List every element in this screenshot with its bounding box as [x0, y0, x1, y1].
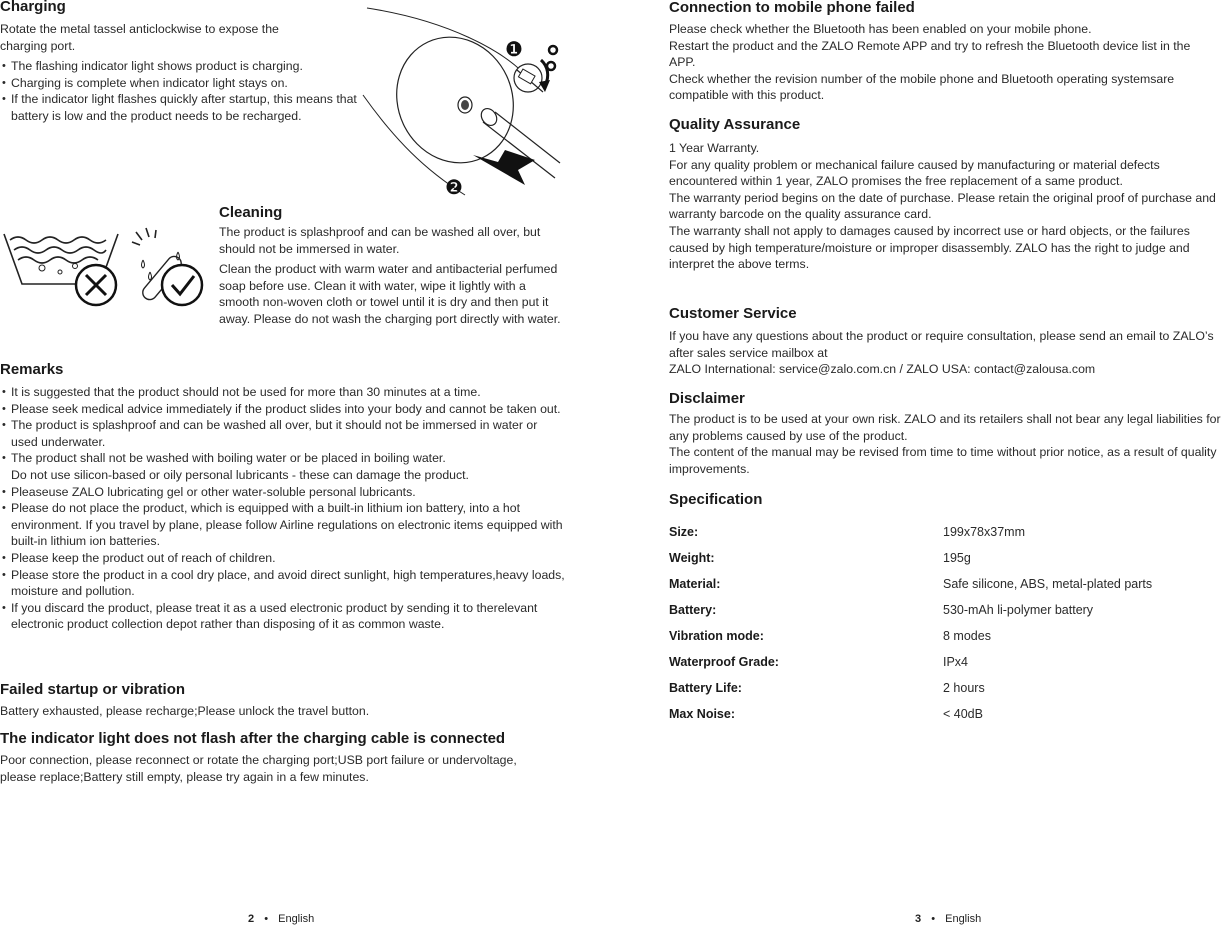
list-item: • It is suggested that the product should not be used for more than 30 minutes at a time. — [0, 384, 565, 401]
failed-startup-text: Battery exhausted, please recharge;Please unlock the travel button. — [0, 704, 370, 718]
list-item: • The product is splashproof and can be washed all over, but it should not be immersed in water or used underwater. — [0, 417, 565, 450]
customer-service-text — [669, 328, 1225, 378]
list-item: • The flashing indicator light shows product is charging. — [0, 58, 360, 75]
list-item: • Pleaseuse ZALO lubricating gel or other water-soluble personal lubricants. — [0, 484, 565, 501]
page-number: 2 — [248, 913, 255, 925]
charging-heading: Charging — [0, 0, 66, 15]
connection-line: Restart the product and the ZALO Remote APP and try to refresh the Bluetooth device list in the APP. — [669, 38, 1191, 70]
specification-heading: Specification — [669, 491, 763, 508]
spec-label: Max Noise: — [669, 707, 735, 721]
customer-contacts: ZALO International: service@zalo.com.cn / ZALO USA: contact@zalousa.com — [669, 362, 1096, 377]
spec-value: 2 hours — [943, 681, 985, 695]
spec-label: Battery Life: — [669, 681, 742, 695]
disclaimer-line: The product is to be used at your own risk. ZALO and its retailers shall not bear any legal liabilities for any problems caused by use of the product. — [669, 412, 1221, 443]
spec-label: Weight: — [669, 551, 715, 565]
list-note: Do not use silicon-based or oily personal lubricants - these can damage the product. — [11, 467, 469, 482]
indicator-heading: The indicator light does not flash after the charging cable is connected — [0, 730, 506, 747]
quality-line: The warranty period begins on the date of purchase. Please retain the original proof of purchase and warranty barcode on the quality assurance card. — [669, 190, 1216, 222]
footer-language: English — [278, 913, 315, 925]
connection-line: Check whether the revision number of the mobile phone and Bluetooth operating systemsare compatible with this product. — [669, 71, 1175, 103]
spec-value: Safe silicone, ABS, metal-plated parts — [943, 577, 1153, 591]
footer-separator: • — [264, 913, 269, 925]
list-item: • If the indicator light flashes quickly after startup, this means that battery is low and the product needs to be recharged. — [0, 91, 360, 124]
spec-label: Size: — [669, 525, 699, 539]
quality-line: For any quality problem or mechanical failure caused by manufacturing or material defects encountered within 1 year, ZALO promises the free replacement of a same product. — [669, 157, 1160, 189]
remarks-bullets — [0, 384, 565, 633]
quality-text — [669, 140, 1224, 273]
spec-value: 8 modes — [943, 629, 991, 643]
cleaning-illustration — [0, 222, 210, 312]
spec-value: 195g — [943, 551, 971, 565]
no-immersion-icon — [4, 234, 118, 305]
spec-value: 530-mAh li-polymer battery — [943, 603, 1094, 617]
page-footer-right — [915, 913, 981, 925]
spec-row — [669, 623, 1219, 649]
customer-service-heading: Customer Service — [669, 305, 797, 322]
shower-allowed-icon — [132, 228, 202, 305]
list-item: • Please seek medical advice immediately if the product slides into your body and cannot be taken out. — [0, 401, 565, 418]
failed-startup-heading: Failed startup or vibration — [0, 681, 186, 698]
quality-line: The warranty shall not apply to damages caused by incorrect use or hard objects, or the failures caused by high temperature/moisture or improper disassembly. ZALO has the right to judge and interpret the above terms. — [669, 223, 1190, 272]
charging-illustration — [355, 0, 570, 200]
customer-line: If you have any questions about the product or require consultation, please send an email to ZALO’s after sales service mailbox at — [669, 329, 1214, 360]
footer-separator: • — [931, 913, 936, 925]
connection-text — [669, 21, 1219, 104]
disclaimer-heading: Disclaimer — [669, 390, 745, 407]
spec-label: Waterproof Grade: — [669, 655, 779, 669]
disclaimer-line: The content of the manual may be revised from time to time without prior notice, as a result of quality improvements. — [669, 445, 1217, 476]
spec-row — [669, 545, 1219, 571]
spec-label: Material: — [669, 577, 721, 591]
charging-bullets — [0, 58, 360, 124]
disclaimer-text — [669, 411, 1225, 477]
spec-row — [669, 675, 1219, 701]
spec-value: < 40dB — [943, 707, 983, 721]
spec-row — [669, 597, 1219, 623]
cleaning-heading: Cleaning — [219, 204, 283, 221]
specification-table — [669, 519, 1219, 727]
spec-value: 199x78x37mm — [943, 525, 1025, 539]
connection-heading: Connection to mobile phone failed — [669, 0, 915, 16]
quality-line: 1 Year Warranty. — [669, 141, 760, 155]
indicator-text: Poor connection, please reconnect or rotate the charging port;USB port failure or undervoltage, please replace;Battery still empty, please try again in a few minutes. — [0, 753, 517, 784]
list-item: • Please keep the product out of reach of children. — [0, 550, 565, 567]
cleaning-para-1: The product is splashproof and can be washed all over, but should not be immersed in water. — [219, 225, 541, 256]
spec-label: Battery: — [669, 603, 717, 617]
page-footer-left — [248, 913, 314, 925]
quality-heading: Quality Assurance — [669, 116, 801, 133]
list-item: • If you discard the product, please treat it as a used electronic product by sending it to therelevant electronic product collection depot rather than disposing of it as common waste. — [0, 600, 565, 633]
charging-intro-line: charging port. — [0, 38, 76, 53]
cleaning-para-2: Clean the product with warm water and antibacterial perfumed soap before use. Clean it with water, wipe it lightly with a smooth non-woven cloth or towel until it is dry and then put it away. Please do not wash the charging port directly with water. — [219, 262, 561, 326]
spec-row — [669, 571, 1219, 597]
page-number: 3 — [915, 913, 922, 925]
spec-value: IPx4 — [943, 655, 969, 669]
connection-line: Please check whether the Bluetooth has been enabled on your mobile phone. — [669, 22, 1092, 36]
step-1-marker: ❶ — [505, 37, 523, 61]
charging-intro-line: Rotate the metal tassel anticlockwise to expose the — [0, 22, 279, 36]
charging-intro — [0, 21, 360, 54]
footer-language: English — [945, 913, 982, 925]
step-2-marker: ❷ — [445, 175, 463, 199]
list-item: • Please store the product in a cool dry place, and avoid direct sunlight, high temperatures,heavy loads, moisture and pollution. — [0, 567, 565, 600]
spec-row — [669, 701, 1219, 727]
list-item: • Charging is complete when indicator light stays on. — [0, 75, 360, 92]
remarks-heading: Remarks — [0, 361, 64, 378]
list-item: • The product shall not be washed with boiling water or be placed in boiling water. — [0, 450, 565, 467]
list-item: • Please do not place the product, which is equipped with a built-in lithium ion battery, into a hot environment. If you travel by plane, please follow Airline regulations on electronic items equipped with built-in lithium ion batteries. — [0, 500, 565, 550]
spec-row — [669, 649, 1219, 675]
spec-label: Vibration mode: — [669, 629, 764, 643]
spec-row — [669, 519, 1219, 545]
